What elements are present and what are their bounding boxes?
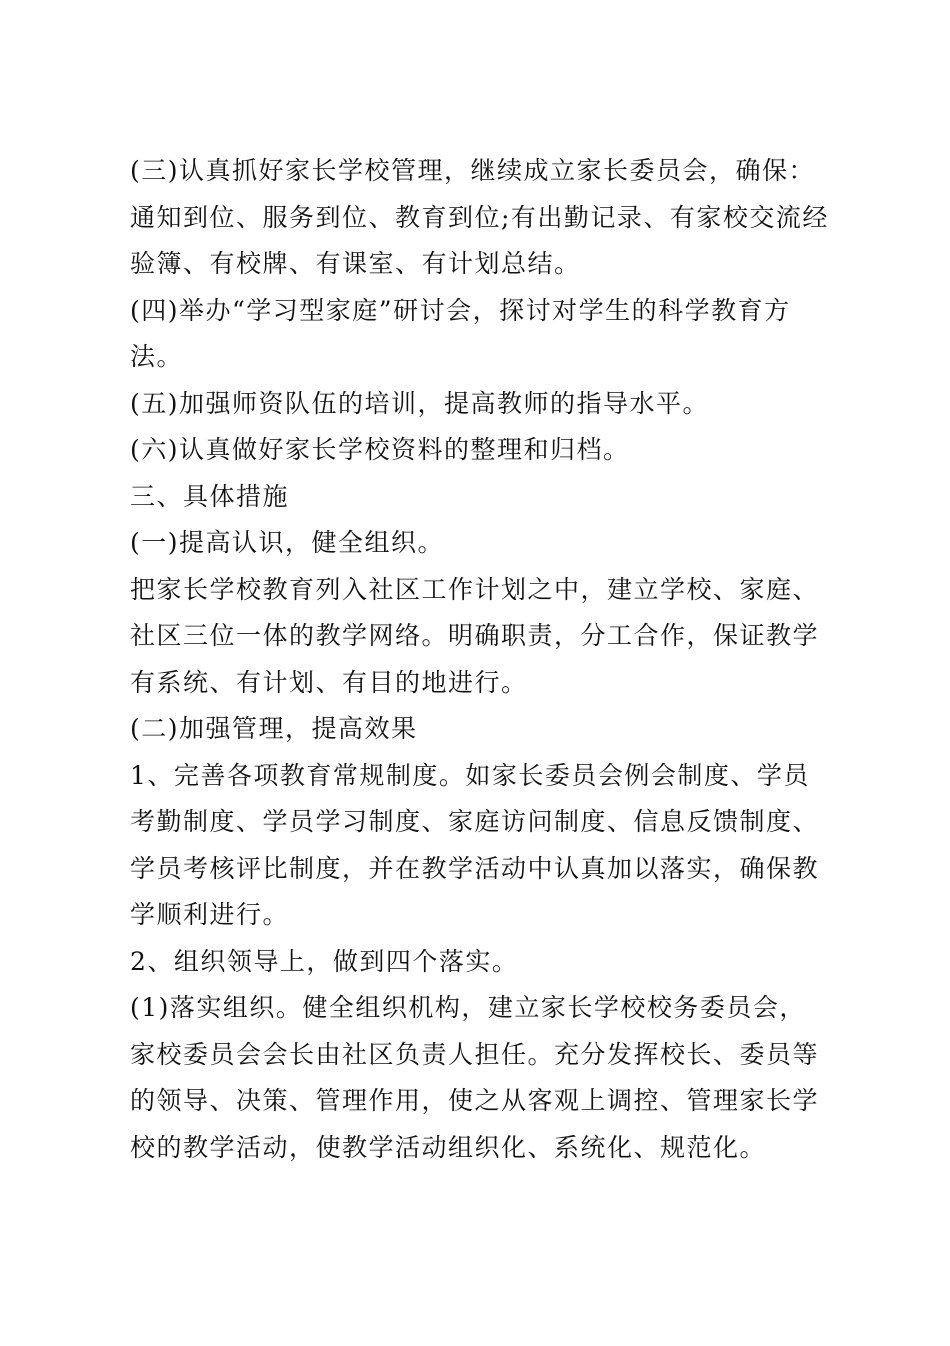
subheading-organization: (一)提高认识，健全组织。 (130, 528, 445, 557)
paragraph-item-3: (三)认真抓好家长学校管理，继续成立家长委员会，确保：通知到位、服务到位、教育到位;有出勤记录、有家校交流经验簿、有校牌、有课室、有计划总结。 (130, 156, 829, 278)
paragraph-rules: 1、完善各项教育常规制度。如家长委员会例会制度、学员考勤制度、学员学习制度、家庭访问制度、信息反馈制度、学员考核评比制度，并在教学活动中认真加以落实，确保教学顺利进行。 (130, 760, 820, 929)
paragraph-item-4: (四)举办“学习型家庭”研讨会，探讨对学生的科学教育方法。 (130, 295, 791, 371)
paragraph-item-6: (六)认真做好家长学校资料的整理和归档。 (130, 435, 630, 464)
paragraph-item-5: (五)加强师资队伍的培训，提高教师的指导水平。 (130, 388, 710, 418)
paragraph-organization-implementation: (1)落实组织。健全组织机构，建立家长学校校务委员会，家校委员会会长由社区负责人担任。充分发挥校长、委员等的领导、决策、管理作用，使之从客观上调控、管理家长学校的教学活动，使教学活动组织化、系统化、规范化。 (130, 993, 820, 1162)
paragraph-plan: 把家长学校教育列入社区工作计划之中，建立学校、家庭、社区三位一体的教学网络。明确职责，分工合作，保证教学有系统、有计划、有目的地进行。 (130, 574, 820, 697)
section-heading-measures: 三、具体措施 (130, 481, 290, 511)
subheading-management: (二)加强管理，提高效果 (130, 714, 418, 743)
document-body (130, 148, 830, 1171)
paragraph-leadership: 2、组织领导上，做到四个落实。 (130, 946, 519, 976)
